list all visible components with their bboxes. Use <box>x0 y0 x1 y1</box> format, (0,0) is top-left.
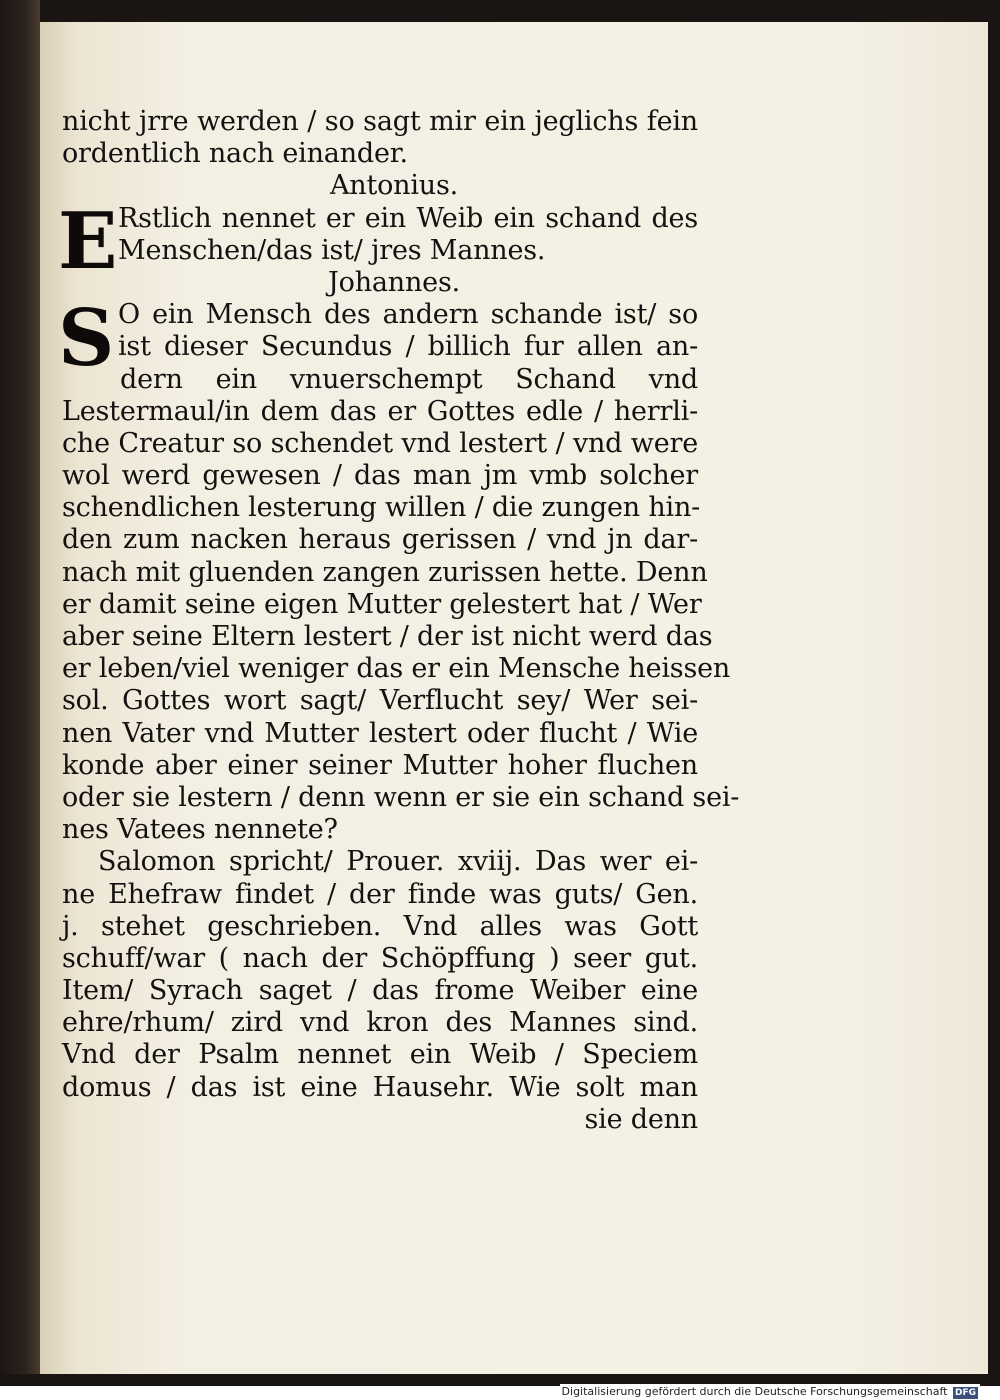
text-line: ne Ehefraw findet / der finde was guts/ Gen. <box>62 878 698 910</box>
drop-cap-s: S <box>58 293 115 384</box>
digitization-credit <box>560 1384 980 1400</box>
text-line: den zum nacken heraus gerissen / vnd jn dar- <box>62 524 698 556</box>
text-line: ordentlich nach einander. <box>62 138 408 170</box>
credit-text: Digitalisierung gefördert durch die Deutsche Forschungsgemeinschaft <box>561 1385 948 1398</box>
text-line: er leben/viel weniger das er ein Mensche heissen <box>62 653 731 685</box>
text-line: oder sie lestern / denn wenn er sie ein schand sei- <box>62 781 740 813</box>
catchword: sie denn <box>584 1103 698 1135</box>
text-line: Menschen/das ist/ jres Mannes. <box>118 234 546 266</box>
scanner-edge-top <box>0 0 1000 22</box>
text-line: ehre/rhum/ zird vnd kron des Mannes sind. <box>62 1007 698 1039</box>
body-text <box>62 106 740 1136</box>
speaker-heading-antonius: Antonius. <box>329 170 459 202</box>
text-line: ist dieser Secundus / billich fur allen an- <box>118 331 698 363</box>
text-line: O ein Mensch des andern schande ist/ so <box>118 299 698 331</box>
text-line: nen Vater vnd Mutter lestert oder flucht / Wie <box>62 717 698 749</box>
text-line: nes Vatees nennete? <box>62 814 338 846</box>
drop-cap-e: E <box>58 196 118 287</box>
text-line: sol. Gottes wort sagt/ Verflucht sey/ Wer sei- <box>62 685 698 717</box>
text-line: nach mit gluenden zangen zurissen hette. Denn <box>62 556 708 588</box>
text-line: aber seine Eltern lestert / der ist nicht werd das <box>62 621 713 652</box>
text-line: dern ein vnuerschempt Schand vnd <box>120 363 698 395</box>
scanner-edge-right <box>988 0 1000 1385</box>
text-line: Salomon spricht/ Prouer. xviij. Das wer ei- <box>98 846 698 878</box>
text-line: Lestermaul/in dem das er Gottes edle / herrli- <box>62 395 698 427</box>
text-line: j. stehet geschrieben. Vnd alles was Gott <box>62 910 698 942</box>
text-line: domus / das ist eine Hausehr. Wie solt man <box>62 1071 698 1103</box>
text-line: nicht jrre werden / so sagt mir ein jeglichs fein <box>62 106 698 137</box>
text-line: er damit seine eigen Mutter gelestert hat / Wer <box>62 588 702 620</box>
text-line: Rstlich nennet er ein Weib ein schand des <box>118 202 698 234</box>
text-line: konde aber einer seiner Mutter hoher fluchen <box>62 749 698 781</box>
speaker-heading-johannes: Johannes. <box>328 266 460 298</box>
text-line: wol werd gewesen / das man jm vmb solcher <box>62 460 698 492</box>
text-line: Item/ Syrach saget / das frome Weiber eine <box>62 975 698 1007</box>
text-line: schendlichen lesterung willen / die zungen hin- <box>62 492 701 524</box>
text-line: Vnd der Psalm nennet ein Weib / Speciem <box>62 1039 698 1071</box>
text-line: che Creatur so schendet vnd lestert / vnd were <box>62 427 698 459</box>
dfg-logo: DFG <box>954 1388 976 1398</box>
text-line: schuff/war ( nach der Schöpffung ) seer gut. <box>62 942 698 974</box>
scanner-edge-left <box>0 0 40 1385</box>
